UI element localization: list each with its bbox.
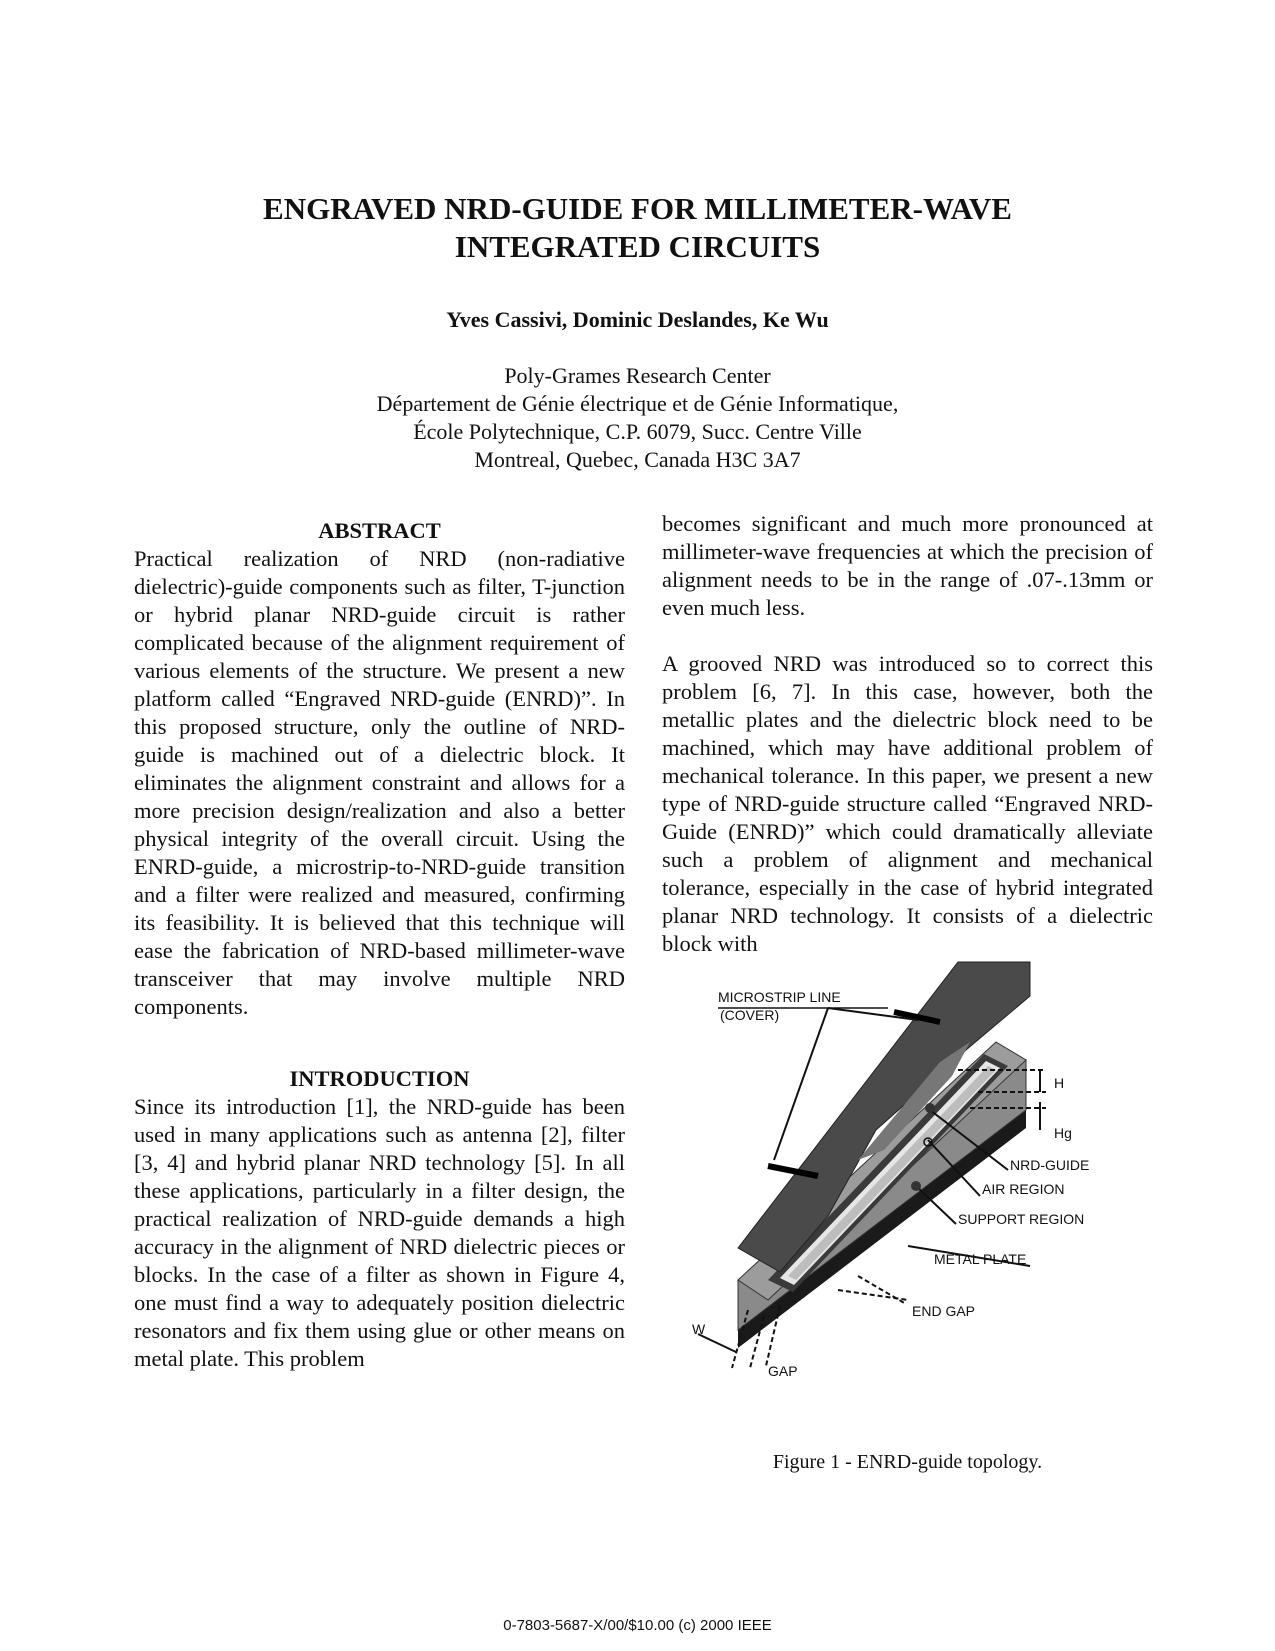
body-paragraph-1: becomes significant and much more pronounced at millimeter-wave frequencies at which the precision of alignment needs to be in the range of .07-.13mm or even much less.	[662, 511, 1153, 620]
label-nrd-guide: NRD-GUIDE	[1010, 1157, 1090, 1173]
label-hg: Hg	[1054, 1125, 1072, 1141]
label-air-region: AIR REGION	[982, 1181, 1065, 1197]
affiliation	[140, 362, 1135, 474]
label-h: H	[1054, 1075, 1065, 1091]
label-w: W	[692, 1321, 706, 1337]
title-line-1: ENGRAVED NRD-GUIDE FOR MILLIMETER-WAVE	[263, 191, 1012, 226]
leader-dot	[911, 1181, 921, 1191]
label-end-gap: END GAP	[912, 1303, 976, 1319]
copyright-footer: 0-7803-5687-X/00/$10.00 (c) 2000 IEEE	[503, 1617, 772, 1634]
label-cover: (COVER)	[720, 1007, 780, 1023]
figure-caption: Figure 1 - ENRD-guide topology.	[772, 1451, 1043, 1473]
affiliation-line: Montreal, Quebec, Canada H3C 3A7	[474, 447, 801, 472]
introduction-heading: INTRODUCTION	[289, 1066, 470, 1091]
abstract-heading: ABSTRACT	[318, 518, 441, 543]
leader-line	[774, 1008, 828, 1160]
paper-title	[140, 190, 1135, 266]
enrd-guide-topology-diagram	[692, 989, 1153, 1430]
dimension-line	[858, 1276, 906, 1304]
label-metal-plate: METAL PLATE	[934, 1251, 1027, 1267]
dimension-line	[838, 1290, 908, 1300]
affiliation-line: École Polytechnique, C.P. 6079, Succ. Centre Ville	[413, 419, 862, 444]
affiliation-line: Département de Génie électrique et de Génie Informatique,	[376, 391, 899, 416]
label-support-region: SUPPORT REGION	[958, 1211, 1085, 1227]
label-gap: GAP	[768, 1363, 798, 1379]
label-microstrip-line: MICROSTRIP LINE	[718, 989, 841, 1005]
left-column	[134, 517, 625, 1373]
authors: Yves Cassivi, Dominic Deslandes, Ke Wu	[446, 307, 829, 332]
leader-dot	[925, 1103, 935, 1113]
introduction-text: Since its introduction [1], the NRD-guide has been used in many applications such as antenna [2], filter [3, 4] and hybrid planar NRD technology [5]. In all these applications, particularly in a filter design, the practical realization of NRD-guide demands a high accuracy in the alignment of NRD dielectric pieces or blocks. In the case of a filter as shown in Figure 4, one must find a way to adequately position dielectric resonators and fix them using glue or other means on metal plate. This problem	[134, 1094, 625, 1371]
body-paragraph-2: A grooved NRD was introduced so to correct this problem [6, 7]. In this case, however, both the metallic plates and the dielectric block need to be machined, which may have additional problem of mechanical tolerance. In this paper, we present a new type of NRD-guide structure called “Engraved NRD-Guide (ENRD)” which could dramatically alleviate such a problem of alignment and mechanical tolerance, especially in the case of hybrid integrated planar NRD technology. It consists of a dielectric block with	[662, 651, 1153, 956]
right-column	[662, 510, 1153, 958]
title-line-2: INTEGRATED CIRCUITS	[454, 229, 821, 264]
figure-1	[692, 989, 1153, 1430]
abstract-text: Practical realization of NRD (non-radiative dielectric)-guide components such as filter, T-junction or hybrid planar NRD-guide circuit is rather complicated because of the alignment requirement of various elements of the structure. We present a new platform called “Engraved NRD-guide (ENRD)”. In this proposed structure, only the outline of NRD-guide is machined out of a dielectric block. It eliminates the alignment constraint and allows for a more precision design/realization and also a better physical integrity of the overall circuit. Using the ENRD-guide, a microstrip-to-NRD-guide transition and a filter were realized and measured, confirming its feasibility. It is believed that this technique will ease the fabrication of NRD-based millimeter-wave transceiver that may involve multiple NRD components.	[134, 546, 625, 1019]
affiliation-line: Poly-Grames Research Center	[504, 363, 771, 388]
